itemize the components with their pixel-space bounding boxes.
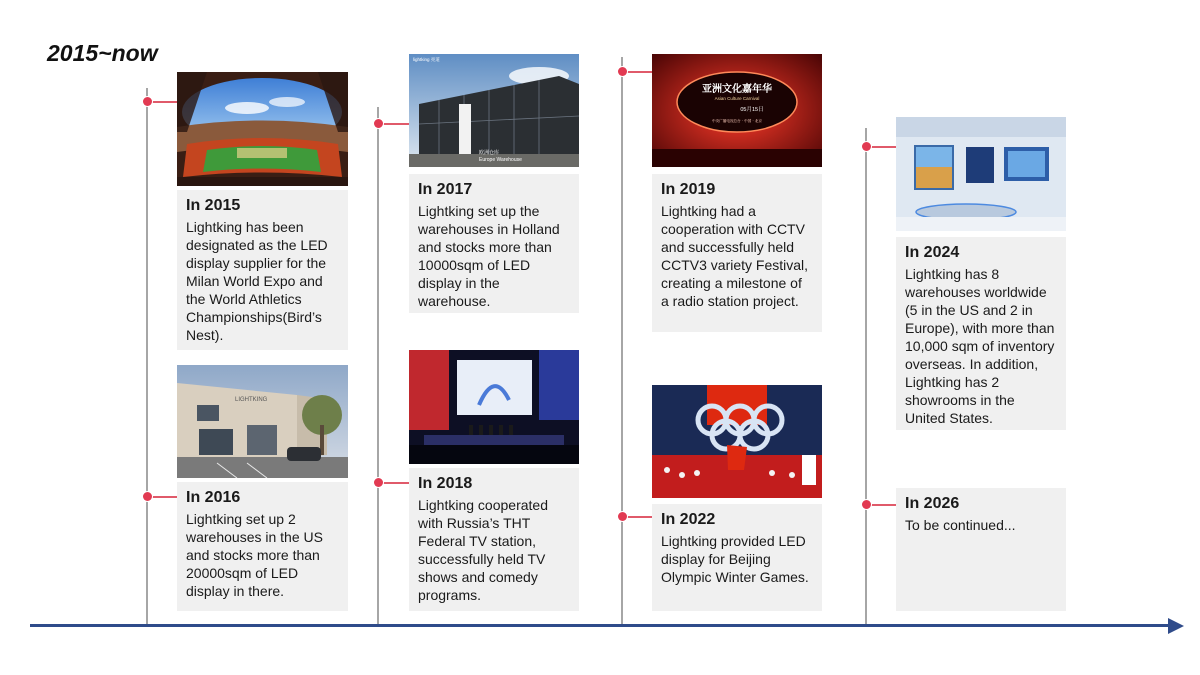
event-description: Lightking has 8 warehouses worldwide (5 in the US and 2 in Europe), with more than 10,000 sqm of inventory overseas. In addition, Lightking has 2 showrooms in the United States. <box>905 266 1055 426</box>
timeline-column-1-line <box>146 88 148 625</box>
photo-2022-olympics <box>652 385 822 498</box>
photo-2024-showroom <box>896 117 1066 231</box>
photo-2016-us-warehouse <box>177 365 348 478</box>
marker-2015 <box>143 97 152 106</box>
event-year: In 2019 <box>661 181 716 198</box>
event-card-2026 <box>896 488 1066 611</box>
event-description: Lightking cooperated with Russia’s THT Federal TV station, successfully held TV shows and comedy programs. <box>418 497 548 603</box>
photo-2017-europe-warehouse <box>409 54 579 167</box>
event-description: Lightking set up the warehouses in Holland and stocks more than 10000sqm of LED display in the warehouse. <box>418 203 560 309</box>
photo-en-title: Asian Culture Carnival <box>714 96 760 101</box>
timeline-arrow-icon <box>1168 618 1184 634</box>
event-description: Lightking had a cooperation with CCTV and successfully held CCTV3 variety Festival, creating a milestone of a radio station project. <box>661 203 809 309</box>
event-year: In 2018 <box>418 475 473 492</box>
photo-2018-tv-stage <box>409 350 579 464</box>
marker-2024 <box>862 142 871 151</box>
connector-2026 <box>869 504 896 506</box>
marker-2026 <box>862 500 871 509</box>
event-year: In 2026 <box>905 495 960 512</box>
connector-2018 <box>381 482 409 484</box>
connector-2017 <box>381 123 409 125</box>
photo-cn-title: 亚洲文化嘉年华 <box>702 84 772 95</box>
event-year: In 2015 <box>186 197 241 214</box>
marker-2017 <box>374 119 383 128</box>
event-description: To be continued... <box>905 517 1016 533</box>
connector-2019 <box>625 71 652 73</box>
warehouse-sign-text: LIGHTKING <box>235 397 268 403</box>
event-year: In 2017 <box>418 181 473 198</box>
photo-caption-en: Europe Warehouse <box>479 157 522 163</box>
event-description: Lightking provided LED display for Beijing Olympic Winter Games. <box>661 533 809 585</box>
connector-2015 <box>150 101 177 103</box>
event-card-2016 <box>177 482 348 611</box>
timeline-column-3-line <box>621 57 623 625</box>
event-year: In 2022 <box>661 511 716 528</box>
marker-2018 <box>374 478 383 487</box>
photo-subtitle: 中央广播电视总台 · 中国 · 北京 <box>712 119 762 123</box>
timeline-column-2-line <box>377 107 379 625</box>
marker-2019 <box>618 67 627 76</box>
marker-2022 <box>618 512 627 521</box>
photo-2019-cctv-carnival <box>652 54 822 167</box>
event-card-2015 <box>177 190 348 350</box>
event-description: Lightking has been designated as the LED display supplier for the Milan World Expo and the World Athletics Championships(Bird’s Nest). <box>186 219 328 343</box>
timeline-axis <box>30 624 1170 627</box>
event-card-2022 <box>652 504 822 611</box>
connector-2016 <box>150 496 177 498</box>
marker-2016 <box>143 492 152 501</box>
event-card-2018 <box>409 468 579 611</box>
event-card-2017 <box>409 174 579 313</box>
photo-watermark-text: lightking 亮道 <box>413 57 440 62</box>
connector-2024 <box>869 146 896 148</box>
event-year: In 2024 <box>905 244 960 261</box>
event-card-2019 <box>652 174 822 332</box>
event-year: In 2016 <box>186 489 241 506</box>
photo-date: 05月15日 <box>740 107 764 113</box>
page-title: 2015~now <box>47 40 158 66</box>
connector-2022 <box>625 516 652 518</box>
event-description: Lightking set up 2 warehouses in the US and stocks more than 20000sqm of LED display in there. <box>186 511 323 599</box>
timeline-column-4-line <box>865 128 867 625</box>
photo-caption-cn: 欧洲仓库 <box>479 150 500 156</box>
photo-2015-stadium <box>177 72 348 186</box>
event-card-2024 <box>896 237 1066 430</box>
